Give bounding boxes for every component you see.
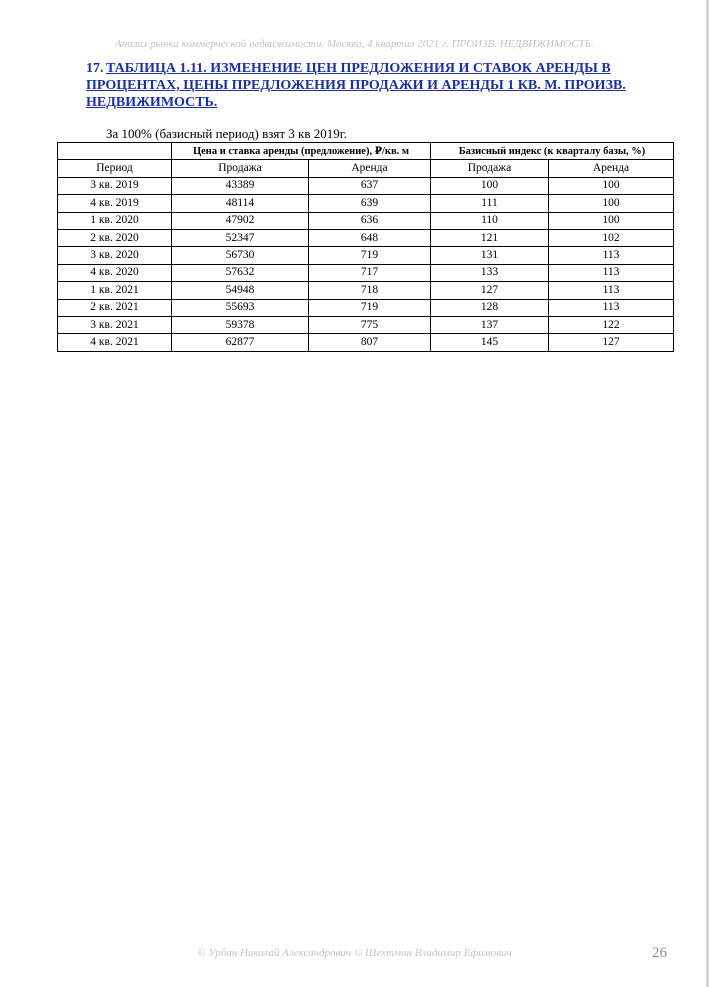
cell-price-rent: 636 (309, 212, 431, 229)
cell-index-sale: 111 (431, 195, 549, 212)
cell-period: 3 кв. 2019 (58, 177, 172, 194)
running-header: Анализ рынка коммерческой недвижимости. Москва, 4 квартал 2021 г. ПРОИЗВ. НЕДВИЖИМОСТЬ. (115, 38, 594, 50)
cell-index-sale: 110 (431, 212, 549, 229)
cell-index-sale: 131 (431, 247, 549, 264)
cell-index-sale: 145 (431, 334, 549, 351)
cell-price-sale: 52347 (172, 229, 309, 246)
cell-index-sale: 137 (431, 316, 549, 333)
header-index-rent: Аренда (549, 160, 674, 177)
cell-index-sale: 127 (431, 282, 549, 299)
cell-price-sale: 48114 (172, 195, 309, 212)
table-row (58, 247, 674, 264)
cell-index-rent: 122 (549, 316, 674, 333)
cell-index-sale: 100 (431, 177, 549, 194)
table-row (58, 229, 674, 246)
cell-price-rent: 719 (309, 299, 431, 316)
cell-index-sale: 121 (431, 229, 549, 246)
header-price-sale: Продажа (172, 160, 309, 177)
cell-index-rent: 113 (549, 282, 674, 299)
cell-index-rent: 102 (549, 229, 674, 246)
cell-index-rent: 127 (549, 334, 674, 351)
cell-price-rent: 775 (309, 316, 431, 333)
cell-price-rent: 807 (309, 334, 431, 351)
table-row (58, 334, 674, 351)
price-index-table (57, 142, 674, 352)
cell-price-rent: 718 (309, 282, 431, 299)
cell-index-rent: 113 (549, 264, 674, 281)
header-price-group: Цена и ставка аренды (предложение), ₽/кв. м (172, 143, 431, 160)
header-index-sale: Продажа (431, 160, 549, 177)
cell-price-sale: 47902 (172, 212, 309, 229)
cell-price-sale: 59378 (172, 316, 309, 333)
cell-price-rent: 639 (309, 195, 431, 212)
cell-price-sale: 54948 (172, 282, 309, 299)
page-number: 26 (652, 945, 667, 961)
cell-period: 4 кв. 2020 (58, 264, 172, 281)
cell-price-rent: 648 (309, 229, 431, 246)
table-header-row-groups (58, 143, 674, 160)
cell-price-sale: 57632 (172, 264, 309, 281)
header-period: Период (58, 160, 172, 177)
header-index-group: Базисный индекс (к кварталу базы, %) (431, 143, 674, 160)
cell-period: 2 кв. 2021 (58, 299, 172, 316)
cell-period: 4 кв. 2021 (58, 334, 172, 351)
cell-index-rent: 113 (549, 247, 674, 264)
header-price-rent: Аренда (309, 160, 431, 177)
cell-price-rent: 719 (309, 247, 431, 264)
table-row (58, 264, 674, 281)
running-footer: © Урбан Николай Александрович © Шехтман Владимир Ефимович (197, 947, 512, 959)
cell-period: 3 кв. 2020 (58, 247, 172, 264)
cell-period: 1 кв. 2021 (58, 282, 172, 299)
table-row (58, 282, 674, 299)
table-header-row-columns (58, 160, 674, 177)
cell-price-sale: 55693 (172, 299, 309, 316)
base-period-note: За 100% (базисный период) взят 3 кв 2019г. (106, 126, 347, 141)
cell-price-rent: 637 (309, 177, 431, 194)
table-row (58, 212, 674, 229)
cell-index-sale: 133 (431, 264, 549, 281)
cell-period: 4 кв. 2019 (58, 195, 172, 212)
section-title-link[interactable]: ТАБЛИЦА 1.11. ИЗМЕНЕНИЕ ЦЕН ПРЕДЛОЖЕНИЯ И СТАВОК АРЕНДЫ В ПРОЦЕНТАХ, ЦЕНЫ ПРЕДЛОЖЕНИЯ ПРОДАЖИ И АРЕНДЫ 1 КВ. М. ПРОИЗВ. НЕДВИЖИМОСТЬ. (86, 61, 626, 110)
cell-period: 2 кв. 2020 (58, 229, 172, 246)
cell-period: 3 кв. 2021 (58, 316, 172, 333)
header-empty-cell (58, 143, 172, 160)
cell-index-rent: 113 (549, 299, 674, 316)
section-heading[interactable] (86, 60, 676, 111)
cell-index-rent: 100 (549, 212, 674, 229)
cell-price-sale: 56730 (172, 247, 309, 264)
cell-price-sale: 62877 (172, 334, 309, 351)
cell-index-rent: 100 (549, 195, 674, 212)
cell-period: 1 кв. 2020 (58, 212, 172, 229)
cell-price-rent: 717 (309, 264, 431, 281)
cell-index-sale: 128 (431, 299, 549, 316)
table-row (58, 195, 674, 212)
section-number: 17. (86, 61, 104, 76)
cell-price-sale: 43389 (172, 177, 309, 194)
cell-index-rent: 100 (549, 177, 674, 194)
table-row (58, 299, 674, 316)
table-row (58, 316, 674, 333)
table-row (58, 177, 674, 194)
